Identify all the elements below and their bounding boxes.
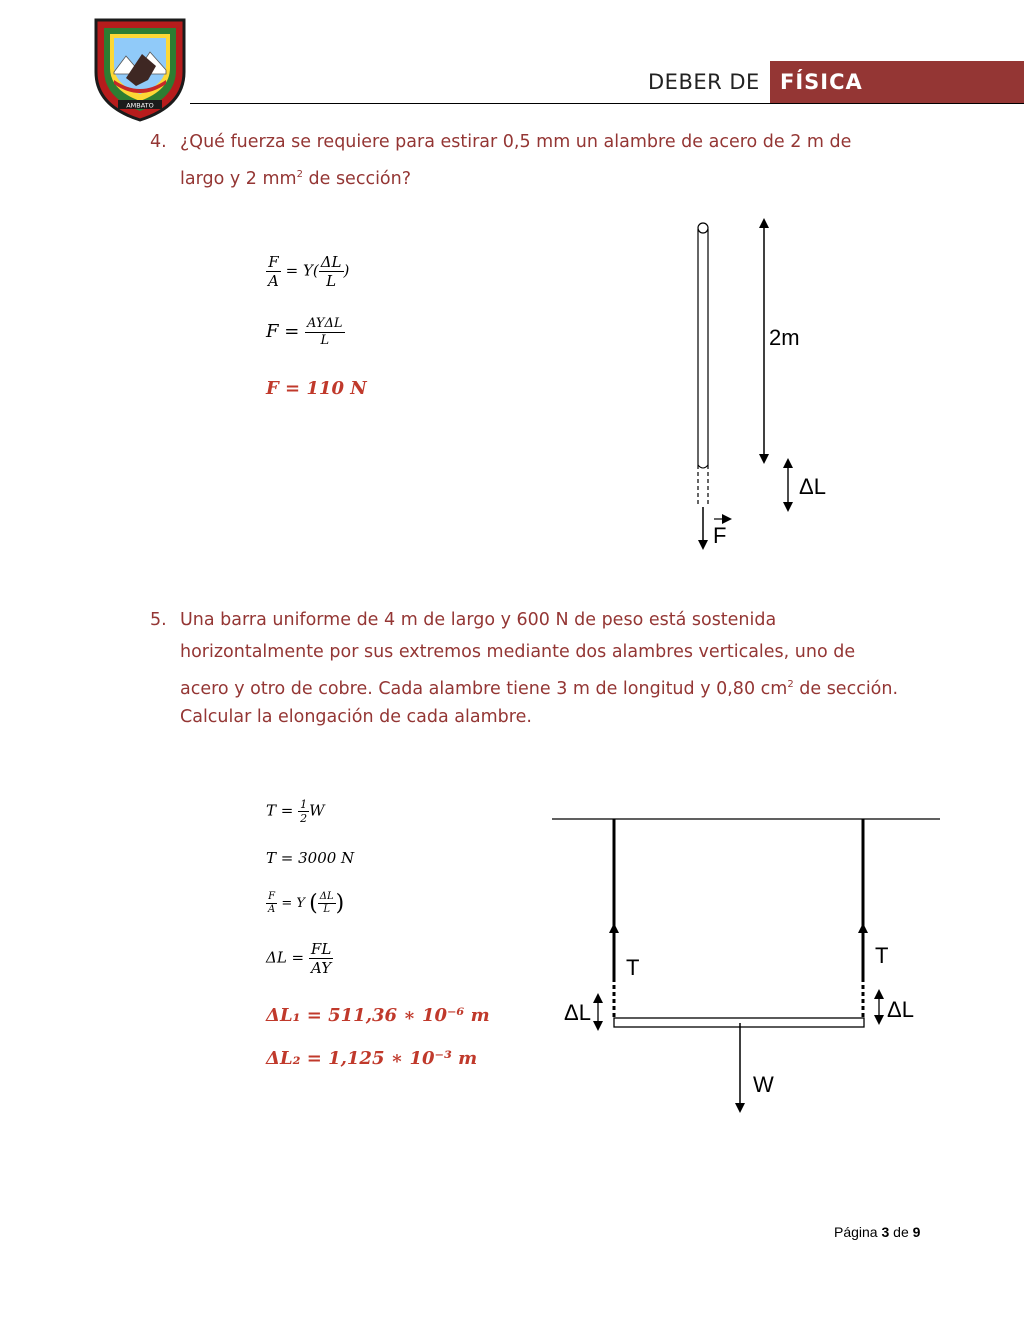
- question-5-line-4: Calcular la elongación de cada alambre.: [180, 707, 532, 727]
- q5-result-2: ΔL₂ = 1,125 ∗ 10⁻³ m: [266, 1048, 478, 1069]
- q4-eq2-lhs: F =: [266, 321, 300, 343]
- q5-eq4-den: AY: [311, 959, 332, 977]
- question-4-line-2: [180, 159, 960, 196]
- q5-eq1-rhs: W: [309, 801, 325, 820]
- force-label: F: [713, 523, 727, 548]
- header-subject-box: [770, 61, 1024, 103]
- q4-superscript: 2: [296, 169, 303, 180]
- q5-equation-2: T = 3000 N: [266, 849, 355, 867]
- q5-bar-diagram: [550, 810, 950, 1115]
- q5-equation-3: $\frac{F}{A}$ = Y ( $\frac{\Delta L}{L}$ ): [268, 891, 345, 916]
- q5-equation-1: [266, 798, 325, 825]
- wire: [698, 223, 708, 507]
- question-5-line-1: Una barra uniforme de 4 m de largo y 600 N de peso está sostenida: [180, 610, 777, 630]
- header-rule: [190, 103, 1024, 104]
- header-title-prefix: DEBER DE: [648, 70, 760, 94]
- q5-eq4-lhs: ΔL =: [266, 948, 305, 967]
- footer-of-word: de: [893, 1224, 909, 1240]
- q4-eq1-rhs-num: ΔL: [320, 253, 342, 271]
- right-tension-label: T: [875, 943, 889, 968]
- q4-eq1-rhs-den: L: [326, 272, 337, 290]
- delta-label: ΔL: [799, 474, 826, 499]
- q4-wire-diagram: [680, 215, 830, 555]
- q5-eq3-lhs-num: F: [266, 891, 277, 904]
- horizontal-bar: [614, 1018, 864, 1027]
- q5-line3-end: de sección.: [793, 679, 899, 699]
- page-footer: [834, 1224, 920, 1240]
- q4-equation-2: [266, 316, 345, 348]
- left-delta-label: ΔL: [564, 1000, 591, 1025]
- right-delta-label: ΔL: [887, 997, 914, 1022]
- q5-eq1-lhs: T =: [266, 801, 294, 820]
- q5-eq4-num: FL: [310, 940, 332, 958]
- footer-page-word: Página: [834, 1224, 878, 1240]
- question-4-number: 4.: [150, 132, 167, 152]
- question-4-line-1: ¿Qué fuerza se requiere para estirar 0,5 mm un alambre de acero de 2 m de: [180, 132, 852, 152]
- weight-label: W: [753, 1072, 774, 1097]
- q5-eq3-den: L: [323, 904, 330, 915]
- q5-eq3-num: ΔL: [319, 891, 334, 902]
- q4-eq1-lhs-num: F: [266, 253, 281, 272]
- q5-eq3-mid: = Y: [281, 896, 305, 911]
- q5-superscript: 2: [787, 679, 794, 690]
- left-tension-label: T: [626, 955, 640, 980]
- question-5-line-2: horizontalmente por sus extremos mediante dos alambres verticales, uno de: [180, 642, 856, 662]
- q4-line2-text: largo y 2 mm: [180, 169, 297, 189]
- footer-current-page: 3: [881, 1224, 890, 1240]
- q4-line2-end: de sección?: [302, 169, 412, 189]
- question-5-number: 5.: [150, 610, 167, 630]
- q5-line3-text: acero y otro de cobre. Cada alambre tiene 3 m de longitud y 0,80 cm: [180, 679, 788, 699]
- q5-result-1: ΔL₁ = 511,36 ∗ 10⁻⁶ m: [266, 1005, 490, 1026]
- q4-eq1-end: ): [343, 261, 350, 280]
- q5-equation-4: [266, 940, 333, 977]
- header-subject: FÍSICA: [780, 70, 863, 94]
- q4-equation-1: [266, 253, 349, 290]
- q4-eq1-lhs-den: A: [268, 272, 279, 290]
- q5-eq3-lhs-den: A: [268, 904, 276, 915]
- q4-eq1-mid: = Y(: [285, 261, 319, 280]
- q5-eq1-num: 1: [300, 798, 308, 811]
- q5-eq1-den: 2: [300, 812, 308, 826]
- q4-eq2-num: AYΔL: [307, 316, 343, 331]
- q4-result: F = 110 N: [266, 378, 367, 399]
- logo-text: AMBATO: [126, 101, 154, 110]
- footer-total-pages: 9: [912, 1224, 921, 1240]
- school-crest-logo: [92, 14, 188, 122]
- length-label: 2m: [769, 325, 800, 350]
- q4-eq2-den: L: [320, 332, 330, 348]
